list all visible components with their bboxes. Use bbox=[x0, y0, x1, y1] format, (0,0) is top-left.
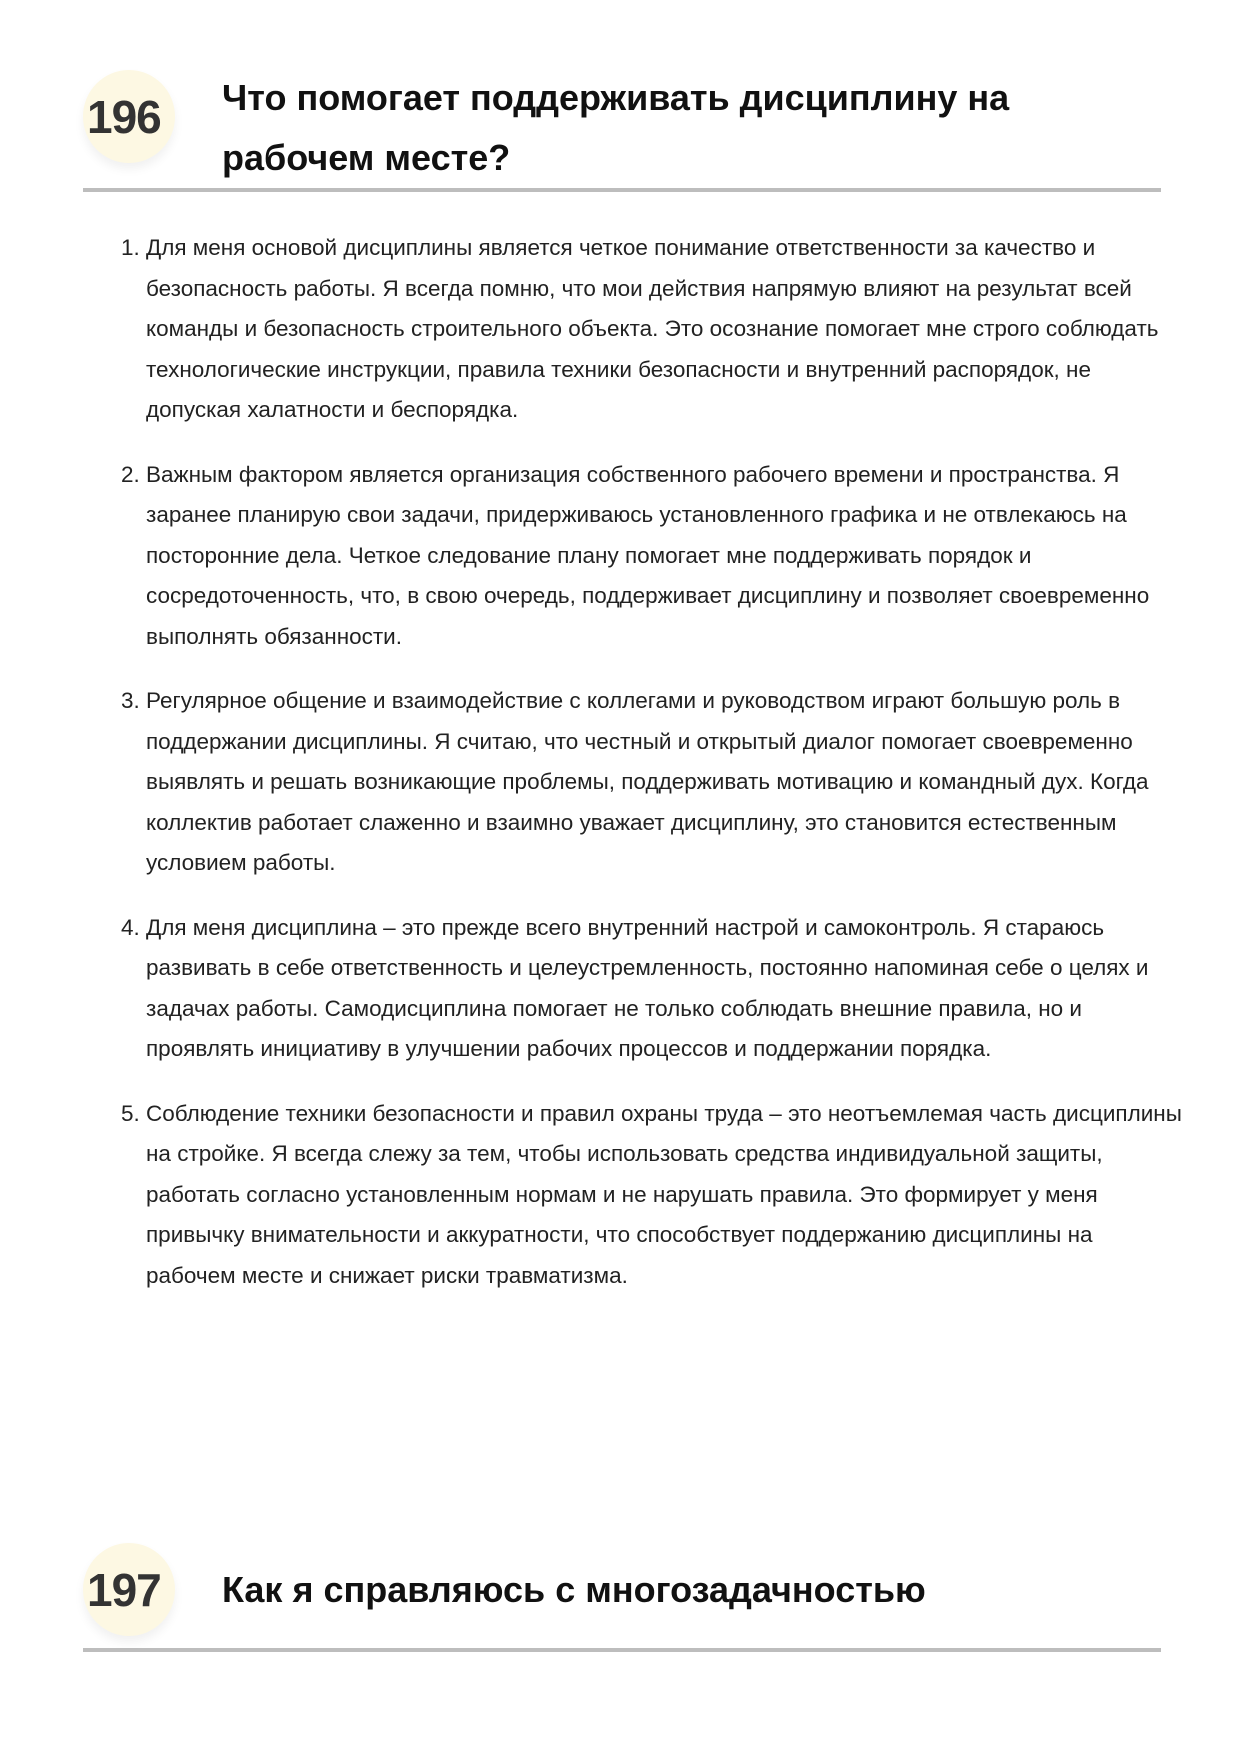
question-number: 197 bbox=[87, 1563, 161, 1616]
answer-item: 4. Для меня дисциплина – это прежде всего внутренний настрой и самоконтроль. Я стараюсь развивать в себе ответственность и целеустремленность, постоянно напоминая себе о целях и задачах работы. Самодисциплина помогает не только соблюдать внешние правила, но и проявлять инициативу в улучшении рабочих процессов и поддержании порядка. bbox=[146, 908, 1186, 1070]
question-title: Как я справляюсь с многозадачностью bbox=[222, 1569, 926, 1610]
answer-item: 3. Регулярное общение и взаимодействие с коллегами и руководством играют большую роль в поддержании дисциплины. Я считаю, что честный и открытый диалог помогает своевременно выявлять и решать возникающие проблемы, поддерживать мотивацию и командный дух. Когда коллектив работает слаженно и взаимно уважает дисциплину, это становится естественным условием работы. bbox=[146, 681, 1186, 884]
answer-list bbox=[122, 228, 1186, 1320]
question-header-197 bbox=[83, 1540, 1161, 1652]
question-header-196 bbox=[83, 66, 1161, 192]
question-number: 196 bbox=[87, 90, 161, 143]
question-title: Что помогает поддерживать дисциплину на рабочем месте? bbox=[222, 77, 1010, 178]
answer-item: 5. Соблюдение техники безопасности и правил охраны труда – это неотъемлемая часть дисциплины на стройке. Я всегда слежу за тем, чтобы использовать средства индивидуальной защиты, работать согласно установленным нормам и не нарушать правила. Это формирует у меня привычку внимательности и аккуратности, что способствует поддержанию дисциплины на рабочем месте и снижает риски травматизма. bbox=[146, 1094, 1186, 1297]
question-number-badge bbox=[83, 70, 175, 163]
question-number-badge bbox=[83, 1543, 175, 1636]
answer-item: 2. Важным фактором является организация собственного рабочего времени и пространства. Я заранее планирую свои задачи, придерживаюсь установленного графика и не отвлекаюсь на посторонние дела. Четкое следование плану помогает мне поддерживать порядок и сосредоточенность, что, в свою очередь, поддерживает дисциплину и позволяет своевременно выполнять обязанности. bbox=[146, 455, 1186, 658]
answer-item: 1. Для меня основой дисциплины является четкое понимание ответственности за качество и безопасность работы. Я всегда помню, что мои действия напрямую влияют на результат всей команды и безопасность строительного объекта. Это осознание помогает мне строго соблюдать технологические инструкции, правила техники безопасности и внутренний распорядок, не допуская халатности и беспорядка. bbox=[146, 228, 1186, 431]
